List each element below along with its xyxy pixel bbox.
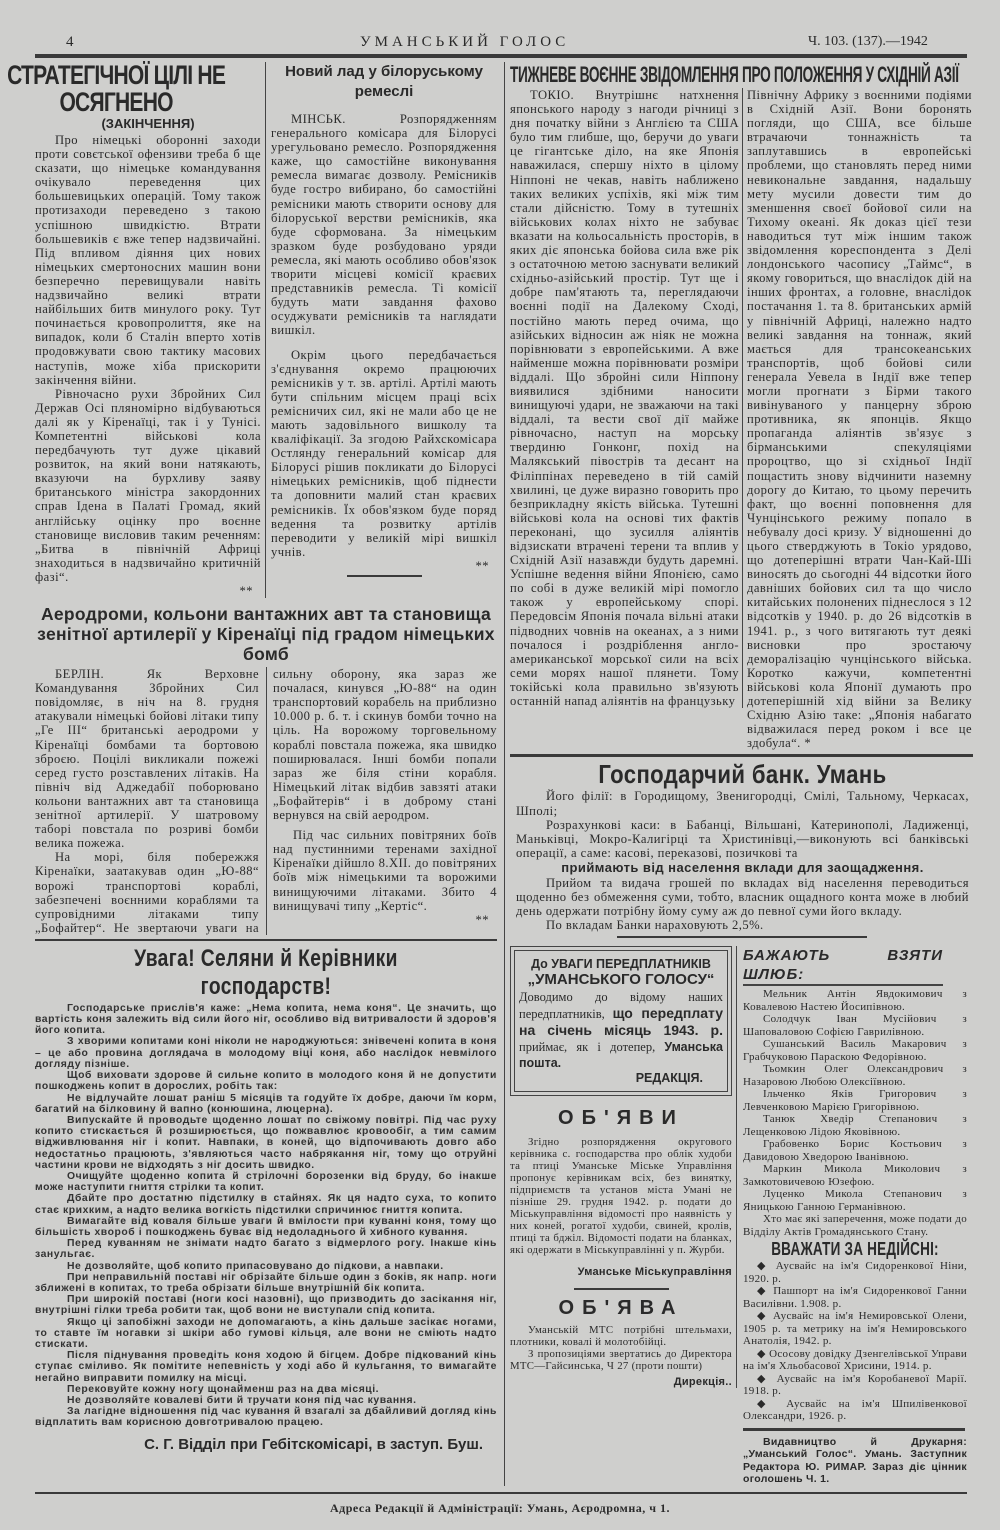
marriage-item: Мельник Антін Явдокимович з Ковалевою Настею Йосипівною. [743, 988, 967, 1013]
marriage-item: Грабовенко Борис Костьович з Давидовою Хведорою Іванівною. [743, 1138, 967, 1163]
article-paragraph: Під час сильних повітряних боїв над пустинними теренами західної Кіренаїки дійшло 8.XII. до повітряних боїв між німецькими та ворожими винищуючими літаками. Збито 4 винищувачі типу „Кертіс“. [273, 828, 497, 913]
marriage-item: Маркин Микола Миколович з Замкотовичевою Юзефою. [743, 1163, 967, 1188]
article-title: ТИЖНЕВЕ ВОЄННЕ ЗВІДОМЛЕННЯ ПРО ПОЛОЖЕННЯ У СХІДНІЙ АЗІЇ [510, 62, 959, 87]
notices-left-column [510, 946, 737, 1388]
newspaper-name: УМАНСЬКИЙ ГОЛОС [360, 34, 570, 50]
bank-cash-offices: Розрахункові каси: в Бабанці, Вільшані, Катеринополі, Ладиженці, Маньківці, Мокро-Калигірці та Христинівці,—виконують всі банківські операції, а саме: касові, переказові, позичкові та [516, 817, 969, 860]
article-paragraph: Очищуйте щоденно копита й стрілочні борозенки від бруду, бо інакше може наступити гниття стрілки та копит. [35, 1170, 497, 1194]
article-paragraph: Якщо ці запобіжні заходи не допомагають, а кінь дальше засікає ногами, то ставте їм ногавки зі шкіри або гумові кільця, але вони не сміють надто стискати. [35, 1316, 497, 1350]
masthead [0, 0, 1000, 54]
article-paragraph: Перед куванням не знімати надто багато з відмерлого рогу. Інакше кінь занульгає. [35, 1238, 497, 1261]
bank-deposits: приймають від населення вклади для заощадження. [561, 859, 924, 875]
announcements-title: ОБ'ЯВИ [558, 1107, 684, 1130]
article-east-asia-col2 [743, 88, 972, 750]
article-paragraph: Господарське прислів'я каже: „Нема копита, нема коня“. Це значить, що вартість коня залежить від сили його ніг, особливо від витривалости й здоров'я його копита. [35, 1002, 497, 1037]
invalid-doc-item: ◆ Аусвайс на ім'я Коробаневої Марії. 1918. р. [743, 1373, 967, 1398]
announcement-mts-text: Уманській МТС потрібні штельмахи, плотники, ковалі й молотобійці. [510, 1324, 732, 1349]
article-paragraph: Окрім цього передбачається з'єднування окремо працюючих ремісників у т. зв. артілі. Артілі мають бути спільним місцем праці всіх ремісничих сил, які не мали або це не мають задовільного вишколу та кваліфікації. За згодою Райхскомісара Остлянду генеральний комісар для Білорусі рішив покликати до Білорусі німецьких ремісників, щоб піднести та доповнити малий стан краєвих ремісників. Їх обов'язком буде поряд ведення та розвитку артілів переводити у великій мірі вишкіл учнів. [271, 347, 497, 559]
left-half [7, 60, 497, 1455]
article-east-asia [510, 62, 973, 88]
marriage-item: Луценко Микола Степанович з Яницькою Ганною Германівною. [743, 1188, 967, 1213]
notice-title-newspaper: „УМАНСЬКОГО ГОЛОСУ“ [527, 971, 715, 989]
article-paragraph: Вимагайте від коваля більше уваги й вмілости при куванні коня, тому що більшість хвороб і пошкоджень буває від недоладнього й хибного кування. [35, 1215, 497, 1238]
article-east-asia-body [510, 88, 973, 750]
article-paragraph: При неправильній поставі ніг обрізайте більше один з боків, як напр. ноги зближені в копитах, то треба обрізати більше внутрішній бік копита. [35, 1271, 497, 1294]
article-strategic-goal [7, 60, 266, 598]
article-title: Новий лад у білоруському ремеслі [285, 63, 483, 100]
announcement-sign: Уманське Міськуправління [577, 1266, 732, 1279]
article-paragraph: БЕРЛІН. Як Верховне Командування Збройних Сил повідомляє, в ніч на 8. грудня атакували німецькі бойові літаки типу „Ге III“ британські аеродроми у Кіренаїці бомбами та бортовою зброєю. Поцілі викликали пожежі серед густо розставлених літаків. На північ від Аджедабії поборювано кольони вантажних авт та становища зенітної артилерії. У шатровому таборі повстала по розриві бомби велика пожежа. [35, 667, 259, 851]
invalid-doc-item: ◆ Аусвайс на ім'я Немировської Олени, 1905 р. та метрику на ім'я Немировського Анатолія, 1942. р. [743, 1310, 967, 1348]
article-subtitle: (ЗАКІНЧЕННЯ) [101, 116, 195, 131]
article-signature: С. Г. Відділ при Гебітскомісарі, в заступ. Буш. [144, 1435, 483, 1453]
issue-number: Ч. 103. (137).—1942 [808, 34, 928, 49]
bank-title: Господарчий банк. Умань [598, 759, 887, 790]
article-paragraph: Дбайте про достатню підстилку в стайнях. Як ця надто суха, то копито стає крихким, а надто велика вогкість підстилки спричинює гниття копита. [35, 1193, 497, 1216]
announcement-mts-contact: З пропозиціями звертатись до Директора МТС—Гайсинська, Ч 27 (проти пошти) [510, 1348, 732, 1373]
marriage-objections: Хто має які заперечення, може подати до Відділу Актів Громадянського Стану. [743, 1213, 967, 1238]
divider [617, 936, 867, 938]
article-cyrenaica [35, 604, 497, 935]
marriage-item: Тьомкин Олег Олександрович з Назаровою Любою Олексіївною. [743, 1063, 967, 1088]
article-belarus-crafts [266, 62, 497, 577]
article-paragraph: Після піднування проведіть коня ходою й бігцем. Добре підкований кінь ступає сміливо. Як помітите непевність у ході або й кульгання, то вимагайте негайно виправити помилку на місці. [35, 1350, 497, 1384]
right-half [504, 62, 973, 1486]
top-articles-row [7, 60, 497, 598]
article-east-asia-col1 [510, 88, 743, 708]
article-paragraph: Рівночасно рухи Збройних Сил Держав Осі пляномірно відбуваються далі як у Кіренаїці, так і у Тунісі. Компетентні військові кола передбачують тут дуже цікавий розвиток, на який вони натякають, вказуючи на бурхливу заяву британського міністра закордонних справ Ідена в Палаті Громад, який англійську оцінку про воєнне становище висловив таким реченням: „Битва в північній Африці знаходиться в надзвичайно критичній фазі“. [35, 386, 261, 584]
article-paragraph: Випускайте й проводьте щоденно лошат по свіжому повітрі. Під час руху копито стискається й розширюється, що пожвавлює кровообіг, а тим самим відживлювання ніг і копит. Навпаки, в коней, що відпочивають довго або недостатньо працюють, з'являються часто набрякання ніг, тому що отруйні частини крови не відходять з ніг досить швидко. [35, 1114, 497, 1171]
notices-row [510, 946, 973, 1486]
article-sign: ** [475, 558, 489, 573]
article-title: СТРАТЕГІЧНОЇ ЦІЛІ НЕ ОСЯГНЕНО [7, 60, 226, 117]
article-paragraph: Про німецькі оборонні заходи проти совєтської офензиви треба б ще сказати, що німецьке командування очікувало переведення цих большевицьких операцій. Тому також протизаходи переведено з такою успішною швидкістю. Втрати большевиків є вже тепер надзвичайні. Під впливом діяння цих нових німецьких смертоносних машин вони безперечно перевищували навіть надзвичайно великі втрати найбільших битв минулого року. Тут починається кровопролиття, яке на випадок, коли б Сталін вперто хотів продовжувати свою тактику масових наступів, може хіба прискорити закінчення війни. [35, 133, 261, 387]
subscribers-notice [514, 950, 728, 1092]
editorial-address: Адреса Редакції й Адміністрації: Умань, Аєродромна, ч 1. [329, 1500, 670, 1515]
notice-text: Доводимо до відому наших передплатників, [519, 990, 723, 1022]
notice-text-bold: що передплату на січень місяць 1943. р. [519, 1005, 723, 1039]
notice-text: приймає, як і дотепер, [519, 1040, 656, 1055]
bank-branches: Його філії: в Городищому, Звенигородці, Смілі, Тальному, Черкасах, Шполі; [516, 789, 969, 818]
article-sign: ** [475, 912, 489, 927]
imprint: Видавництво й Друкарня: „Уманський Голос“. Умань. Заступник Редактора Ю. РИМАР. Зараз діє цінник оголошень Ч. 1. [743, 1435, 967, 1486]
marriages-title: БАЖАЮТЬ ВЗЯТИ ШЛЮБ: [743, 946, 943, 986]
page-number: 4 [66, 34, 74, 50]
notice-sign: РЕДАКЦІЯ. [635, 1071, 703, 1086]
announcements [510, 1106, 732, 1388]
article-paragraph: Не дозволяйте ковалеві бити й тручати коня під час кування. [67, 1394, 417, 1406]
article-sign: ** [239, 584, 253, 598]
article-title: Увага! Селяни й Керівники господарств! [134, 944, 398, 1000]
divider [574, 1288, 669, 1290]
article-paragraph: Не дозволяйте, щоб копито припасовувано до підкови, а навпаки. [67, 1260, 444, 1272]
divider [35, 939, 497, 941]
article-paragraph: Не відлучайте лошат раніш 5 місяців та годуйте їх добре, даючи їм корм, багатий на білковину й вапно (конюшина, люцерна). [35, 1092, 497, 1115]
article-paragraph: МІНСЬК. Розпорядженням генерального комісара для Білорусі урегульовано ремесло. Розпорядження каже, що самостійне виконування ремесла вимагає дозволу. Ремісників буде гостро вибирано, бо самостійні ремісники мають створити основу для білоруської верстви ремісників, яка буде сформована. За німецьким зразком буде розбудовано уряди ремесла, які мають особливо обов'язок творити місцеві комісії краєвих представників ремесла. Ті комісії будуть мати завдання фахово осуджувати ремісників та наглядати вишкіл. [271, 112, 497, 338]
invalid-doc-item: ◆ Аусвайс на ім'я Сидоренкової Ніни, 1920. р. [743, 1260, 967, 1285]
article-horses [35, 945, 497, 1455]
divider [35, 1492, 967, 1494]
divider [743, 1428, 965, 1431]
article-paragraph: За лагідне відношення під час кування й взагалі за дбайливий догляд кінь відплатить вам корисною довготривалою працею. [35, 1406, 497, 1429]
divider [347, 575, 422, 577]
invalid-docs-title: ВВАЖАТИ ЗА НЕДІЙСНІ: [771, 1239, 939, 1260]
marriage-item: Солодчук Іван Мусійович з Шаповаловою Софією Гаврилівною. [743, 1013, 967, 1038]
article-paragraph: З хворими копитами коні ніколи не народжуються: знівечені копита в коня – це або провина доглядача в молодому віці коня, або наслідок невмілого догляду пізніше. [35, 1036, 497, 1070]
page-columns [7, 60, 972, 1486]
marriage-item: Сушанський Василь Макарович з Грабчуковою Параскою Федорівною. [743, 1038, 967, 1063]
article-paragraph: На морі, біля побережжя Кіренаїки, заатакував один „Ю-88“ ворожі транспортові кораблі, забезпечені воєнними кораблями та супровідними літаками типу „Бофайтер“. Не звертаючи уваги на сильну оборону, яка зараз же почалася, кинувся „Ю-88“ на один транспортовий корабель на приблизно 10.000 р. б. т. і скинув бомби точно на ціль. На ворожому торговельному кораблі повстала пожежа, яка швидко поширювалася. Інші бомби попали зараз же біля стіни корабля. Німецький літак відбив завзяті атаки „Бофайтерів“ і в доброму стані вернувся на свій аеродром. [35, 667, 497, 935]
invalid-doc-item: ◆ Ососову довідку Дзенгелівської Управи на ім'я Хльобасової Хрисини, 1914. р. [743, 1348, 967, 1373]
article-title: Аеродроми, кольони вантажних авт та становища зенітної артилерії у Кіренаїці під градом німецьких бомб [37, 604, 495, 665]
announcement-mts-title: ОБ'ЯВА [558, 1297, 684, 1320]
announcement-text: Згідно розпорядження округового керівника с. господарства про облік худоби та птиці Уманське Міське Управління пропонує керівникам всіх, без винятку, підприємств та установ міста Умані не пізніше 29. грудня 1942. р. подати до Міськуправління відомості про наявність у них коней, рогатої худоби, свиней, кролів, птиці та бджіл. Відомості подати на бланках, які одержати в Міськуправлінні у п. Журби. [510, 1136, 732, 1257]
invalid-doc-item: ◆ Аусвайс на ім'я Шпилівенкової Олександри, 1926. р. [743, 1398, 967, 1423]
masthead-rule [35, 54, 967, 58]
marriage-item: Ільченко Яків Григорович з Левченковою Марією Григорівною. [743, 1088, 967, 1113]
article-paragraph: Перековуйте кожну ногу щонайменш раз на два місяці. [67, 1383, 380, 1395]
article-paragraph: Північну Африку з воєнними подіями в Східній Азії. Вони боронять погляди, що США, все більше втрачаючи тоннажність та заплутавшись в европейські проблеми, що становлять перед ними невикональне завдання, надальшу мету мусили довести тим до зменшення своєї бойової сили на Тихому океані. Як доказ цієї тези наводиться тут між іншим також звідомлення кореспондента з Делі лондонського часопису „Таймс“, в якому говориться, що внаслідок дій на інших фронтах, а головне, внаслідок постачання 1. та 8. британських армій у північній Африці, належно надто великі завдання на тоннаж, який мається для трансокеанських транспортів, щоб бойові сили генерала Уевела в Індії вже тепер могли прогнати з Бірми такого вивінуваного у панцерну зброю противника, як японців. Якщо пропаганда аліянтів зв'язує з бірманськими спекуляціями пророцтво, що зі східньої Індії пощастить знову відчинити наземну дорогу до Китаю, то цьому перечить факт, що воєнні поповнення для Чунцінського режиму попало в небувалу досі кризу. У відношенні до цього стверджують в Токіо урядово, що дотеперішні втрати Чан-Кай-Ші виносять до сьогодні 44 відсотки його давніших бойових сил та що число китайських полонених піднеслося з 12 відсотків у 1940. р. до 26 відсотків в 1941. р., з чого витягають тут деякі висновки про зростаючу деморалізацію чунцінського війська. Коротко кажучи, компетентні військові кола Японії думають про дотеперішній хід війни за Велику Східню Азію таке: „Японія набагато відважилася перед роком і все це здобула“. * [747, 88, 972, 751]
bank-withdrawals: Прийом та видача грошей по вкладах від населення переводиться щоденно без обмеження суми, тобто, власник ощадного конта може в любий день одержати потрібну йому суму аж до певної суми його вкладу. [516, 875, 969, 919]
invalid-doc-item: ◆ Пашпорт на ім'я Сидоренкової Ганни Василівни. 1.908. р. [743, 1285, 967, 1310]
article-paragraph: Щоб виховати здорове й сильне копито в молодого коня й не допустити пошкоджень копит в дорослих, робіть так: [35, 1070, 497, 1093]
article-paragraph: ТОКІО. Внутрішнє натхнення японського народу з нагоди річниці з дня початку війни з Англією та США було тим глибше, що, беручи до уваги це гігантське діло, на яке Японія наважилася, спершу ніхто в цілому Ніппоні не чекав, навіть наближено таких великих успіхів, які між тим стали дійсністю. Тому в тутешніх військових колах ніхто не забуває вказати на кольосальність просторів, в яких діє японська бойова сила вже рік з остаточною метою заснувати великий східньо-азійський простір. Тут ще і добре пам'ятають та, переглядаючи воєнні події на Далекому Сході, постійно мають перед очима, що азійських відносин аж ніяк не можна порівнювати з европейськими. А вже найменше можна порівнювати розміри віддалі. Що збройні сили Ніппону виявилися здібними наносити винищуючі удари, не зважаючи на такі віддалі, та вести свої дії майже рівночасно, наступ на морську твердиню Гонконг, похід на Малякський півострів та десант на Філіппінах переведено в тій самій хвилині, це дуже виразно говорить про безприкладну якість війська. Тутешні військові кола на основі тих фактів переконані, що зусилля аліянтів відзискати втрачені терени та вплив у Східній Азії назавжди будуть даремні. Успішне ведення війни Японією, само по собі в дуже великій мірі помогло також у европейському спорі. Передовсім Японія почала вільні атаки підводних човнів на океанах, а з ними почалося і роздріблення англо-американської морської сили на всіх семи морях нашої плянети. Тому токійські кола правильно зв'язують останній напад аліянтів на французьку [510, 88, 739, 709]
marriage-notices [737, 946, 967, 1486]
marriage-item: Танюк Хведір Степанович з Лещенковою Лідою Яковівною. [743, 1113, 967, 1138]
notice-text-bold: Уманська пошта. [519, 1040, 724, 1071]
bank-advertisement [510, 757, 973, 932]
article-paragraph: При широкій поставі (ноги косі назовні), що призводить до засікання ніг, внутрішні гілки треба робити так, щоб вони не виступали спід копита. [35, 1294, 497, 1317]
bank-interest: По вкладам Банки нараховують 2,5%. [546, 918, 764, 933]
notice-title: До УВАГИ ПЕРЕДПЛАТНИКІВ [531, 957, 711, 972]
announcement-mts-sign: Дирекція.. [673, 1376, 732, 1389]
